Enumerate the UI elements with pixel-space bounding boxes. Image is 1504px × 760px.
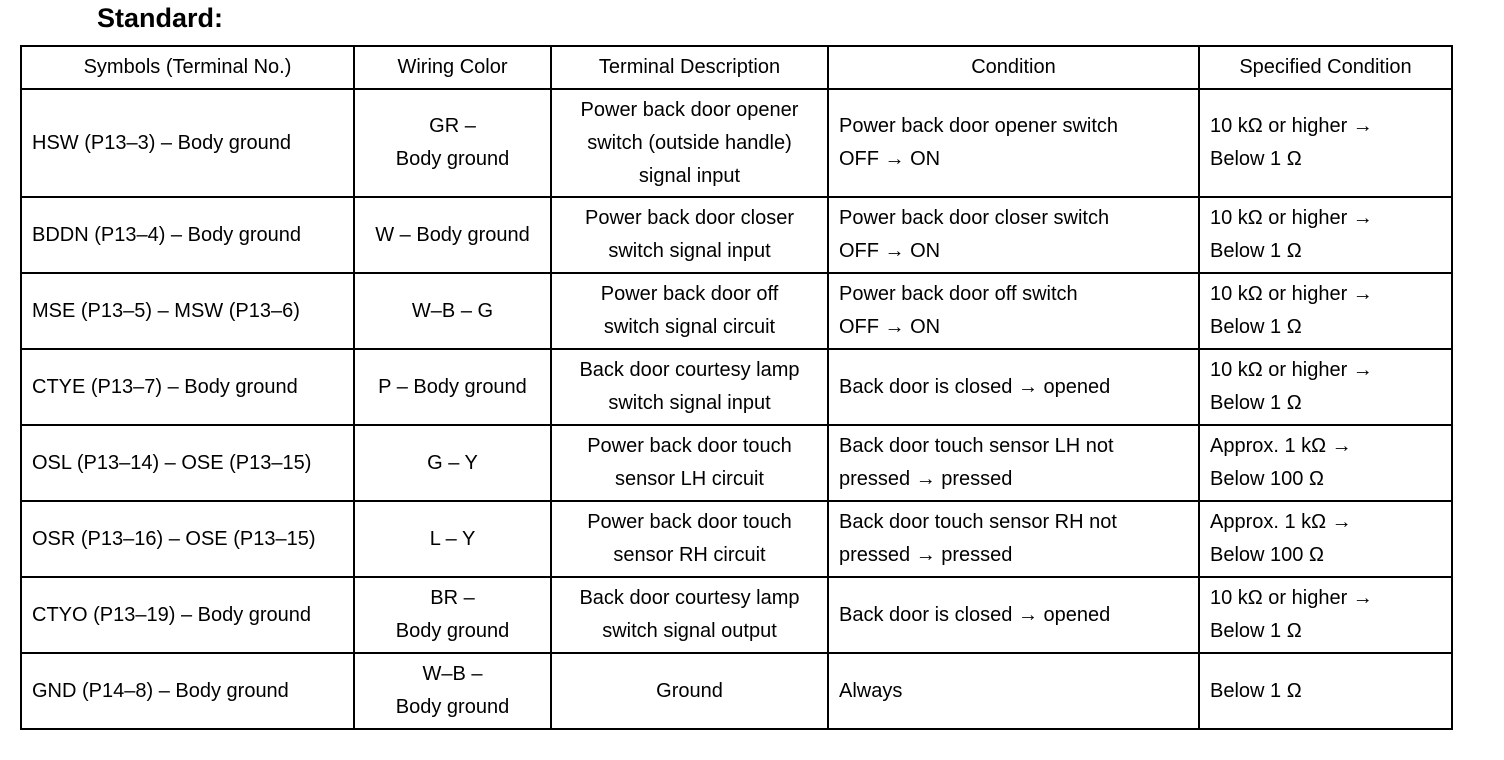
specified-condition-cell: Approx. 1 kΩ → Below 100 Ω: [1199, 501, 1452, 577]
specified-condition-cell: 10 kΩ or higher → Below 1 Ω: [1199, 577, 1452, 653]
specified-condition-cell: 10 kΩ or higher → Below 1 Ω: [1199, 273, 1452, 349]
wiring-color-cell: W–B – Body ground: [354, 653, 551, 729]
wiring-color-cell: BR – Body ground: [354, 577, 551, 653]
condition-cell: Back door touch sensor RH not pressed → pressed: [828, 501, 1199, 577]
terminal-description-cell: Power back door off switch signal circuit: [551, 273, 828, 349]
condition-cell: Back door touch sensor LH not pressed → pressed: [828, 425, 1199, 501]
header-wiring-color: Wiring Color: [354, 46, 551, 89]
terminal-description-cell: Power back door closer switch signal input: [551, 197, 828, 273]
table-row: [21, 89, 1452, 197]
condition-cell: Power back door opener switch OFF → ON: [828, 89, 1199, 197]
table-row: [21, 653, 1452, 729]
terminal-spec-table: [20, 45, 1453, 730]
terminal-description-cell: Back door courtesy lamp switch signal input: [551, 349, 828, 425]
header-condition: Condition: [828, 46, 1199, 89]
symbols-cell: OSR (P13–16) – OSE (P13–15): [21, 501, 354, 577]
table-row: [21, 501, 1452, 577]
specified-condition-cell: Below 1 Ω: [1199, 653, 1452, 729]
terminal-description-cell: Power back door opener switch (outside handle) signal input: [551, 89, 828, 197]
wiring-color-cell: W–B – G: [354, 273, 551, 349]
symbols-cell: GND (P14–8) – Body ground: [21, 653, 354, 729]
table-row: [21, 577, 1452, 653]
wiring-color-cell: L – Y: [354, 501, 551, 577]
terminal-description-cell: Power back door touch sensor RH circuit: [551, 501, 828, 577]
condition-cell: Back door is closed → opened: [828, 349, 1199, 425]
symbols-cell: MSE (P13–5) – MSW (P13–6): [21, 273, 354, 349]
table-row: [21, 273, 1452, 349]
table-header-row: [21, 46, 1452, 89]
wiring-color-cell: P – Body ground: [354, 349, 551, 425]
table-row: [21, 197, 1452, 273]
terminal-description-cell: Power back door touch sensor LH circuit: [551, 425, 828, 501]
header-symbols: Symbols (Terminal No.): [21, 46, 354, 89]
specified-condition-cell: Approx. 1 kΩ → Below 100 Ω: [1199, 425, 1452, 501]
condition-cell: Power back door closer switch OFF → ON: [828, 197, 1199, 273]
header-specified-condition: Specified Condition: [1199, 46, 1452, 89]
terminal-description-cell: Back door courtesy lamp switch signal output: [551, 577, 828, 653]
specified-condition-cell: 10 kΩ or higher → Below 1 Ω: [1199, 89, 1452, 197]
specified-condition-cell: 10 kΩ or higher → Below 1 Ω: [1199, 349, 1452, 425]
symbols-cell: OSL (P13–14) – OSE (P13–15): [21, 425, 354, 501]
symbols-cell: HSW (P13–3) – Body ground: [21, 89, 354, 197]
wiring-color-cell: G – Y: [354, 425, 551, 501]
condition-cell: Back door is closed → opened: [828, 577, 1199, 653]
condition-cell: Always: [828, 653, 1199, 729]
wiring-color-cell: W – Body ground: [354, 197, 551, 273]
table-row: [21, 349, 1452, 425]
condition-cell: Power back door off switch OFF → ON: [828, 273, 1199, 349]
header-terminal-description: Terminal Description: [551, 46, 828, 89]
page-title: Standard:: [97, 3, 224, 33]
symbols-cell: CTYO (P13–19) – Body ground: [21, 577, 354, 653]
symbols-cell: BDDN (P13–4) – Body ground: [21, 197, 354, 273]
table-row: [21, 425, 1452, 501]
wiring-color-cell: GR – Body ground: [354, 89, 551, 197]
terminal-description-cell: Ground: [551, 653, 828, 729]
symbols-cell: CTYE (P13–7) – Body ground: [21, 349, 354, 425]
specified-condition-cell: 10 kΩ or higher → Below 1 Ω: [1199, 197, 1452, 273]
